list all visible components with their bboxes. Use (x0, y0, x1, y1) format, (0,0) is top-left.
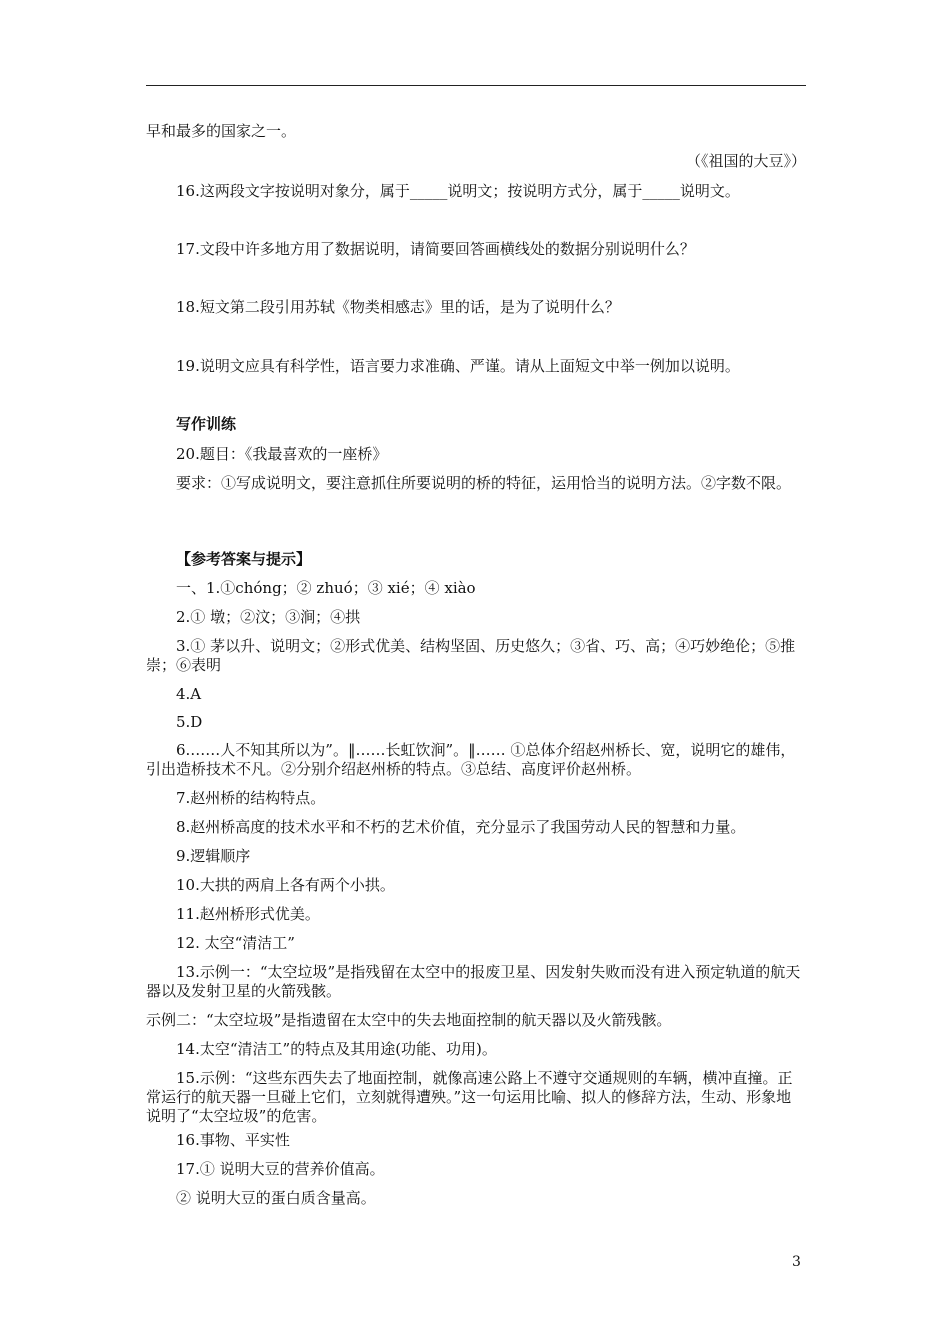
answer-7: 7.赵州桥的结构特点。 (176, 789, 326, 807)
answer-3: 3.① 茅以升、说明文；②形式优美、结构坚固、历史悠久；③省、巧、高；④巧妙绝伦；⑤推崇；⑥表明 (146, 637, 796, 674)
writing-requirements: 要求：①写成说明文，要注意抓住所要说明的桥的特征，运用恰当的说明方法。②字数不限。 (176, 474, 792, 492)
header-rule (146, 85, 806, 86)
answer-4: 4.A (176, 685, 202, 703)
answer-15: 15.示例：“这些东西失去了地面控制，就像高速公路上不遵守交通规则的车辆，横冲直撞。正常运行的航天器一旦碰上它们，立刻就得遭殃。”这一句运用比喻、拟人的修辞方法，生动、形象地说明了“太空垃圾”的危害。 (146, 1069, 793, 1125)
source-citation: （《祖国的大豆》） (685, 152, 806, 170)
page-number: 3 (792, 1254, 801, 1270)
answer-5: 5.D (176, 713, 203, 731)
answer-8: 8.赵州桥高度的技术水平和不朽的艺术价值，充分显示了我国劳动人民的智慧和力量。 (176, 818, 746, 836)
section-heading-answers: 【参考答案与提示】 (176, 550, 312, 568)
answer-13: 13.示例一：“太空垃圾”是指残留在太空中的报废卫星、因发射失败而没有进入预定轨道的航天器以及发射卫星的火箭残骸。 (146, 963, 801, 1000)
text-line: 早和最多的国家之一。 (146, 122, 297, 140)
answer-10: 10.大拱的两肩上各有两个小拱。 (176, 876, 395, 894)
answer-2: 2.① 墩；②汶；③涧；④拱 (176, 608, 361, 626)
answer-12: 12. 太空“清洁工” (176, 934, 295, 952)
answer-1: 一、1.①chóng；② zhuó；③ xié；④ xiào (176, 579, 476, 597)
answer-6: 6.……人不知其所以为”。‖……长虹饮涧”。‖…… ①总体介绍赵州桥长、宽，说明它的雄伟，引出造桥技术不凡。②分别介绍赵州桥的特点。③总结、高度评价赵州桥。 (146, 741, 796, 778)
answer-13-example-2: 示例二：“太空垃圾”是指遗留在太空中的失去地面控制的航天器以及火箭残骸。 (146, 1011, 672, 1029)
question-18: 18.短文第二段引用苏轼《物类相感志》里的话，是为了说明什么？ (176, 298, 620, 316)
question-16: 16.这两段文字按说明对象分，属于_____说明文；按说明方式分，属于_____说明文。 (176, 182, 740, 200)
answer-11: 11.赵州桥形式优美。 (176, 905, 320, 923)
question-17: 17.文段中许多地方用了数据说明，请简要回答画横线处的数据分别说明什么？ (176, 240, 695, 258)
answer-14: 14.太空“清洁工”的特点及其用途(功能、功用)。 (176, 1040, 497, 1058)
question-20: 20.题目：《我最喜欢的一座桥》 (176, 445, 388, 463)
question-19: 19.说明文应具有科学性，语言要力求准确、严谨。请从上面短文中举一例加以说明。 (176, 357, 740, 375)
answer-17-part-1: 17.① 说明大豆的营养价值高。 (176, 1160, 385, 1178)
answer-16: 16.事物、平实性 (176, 1131, 290, 1149)
answer-17-part-2: ② 说明大豆的蛋白质含量高。 (176, 1189, 376, 1207)
answer-9: 9.逻辑顺序 (176, 847, 251, 865)
section-heading-writing: 写作训练 (176, 415, 237, 433)
